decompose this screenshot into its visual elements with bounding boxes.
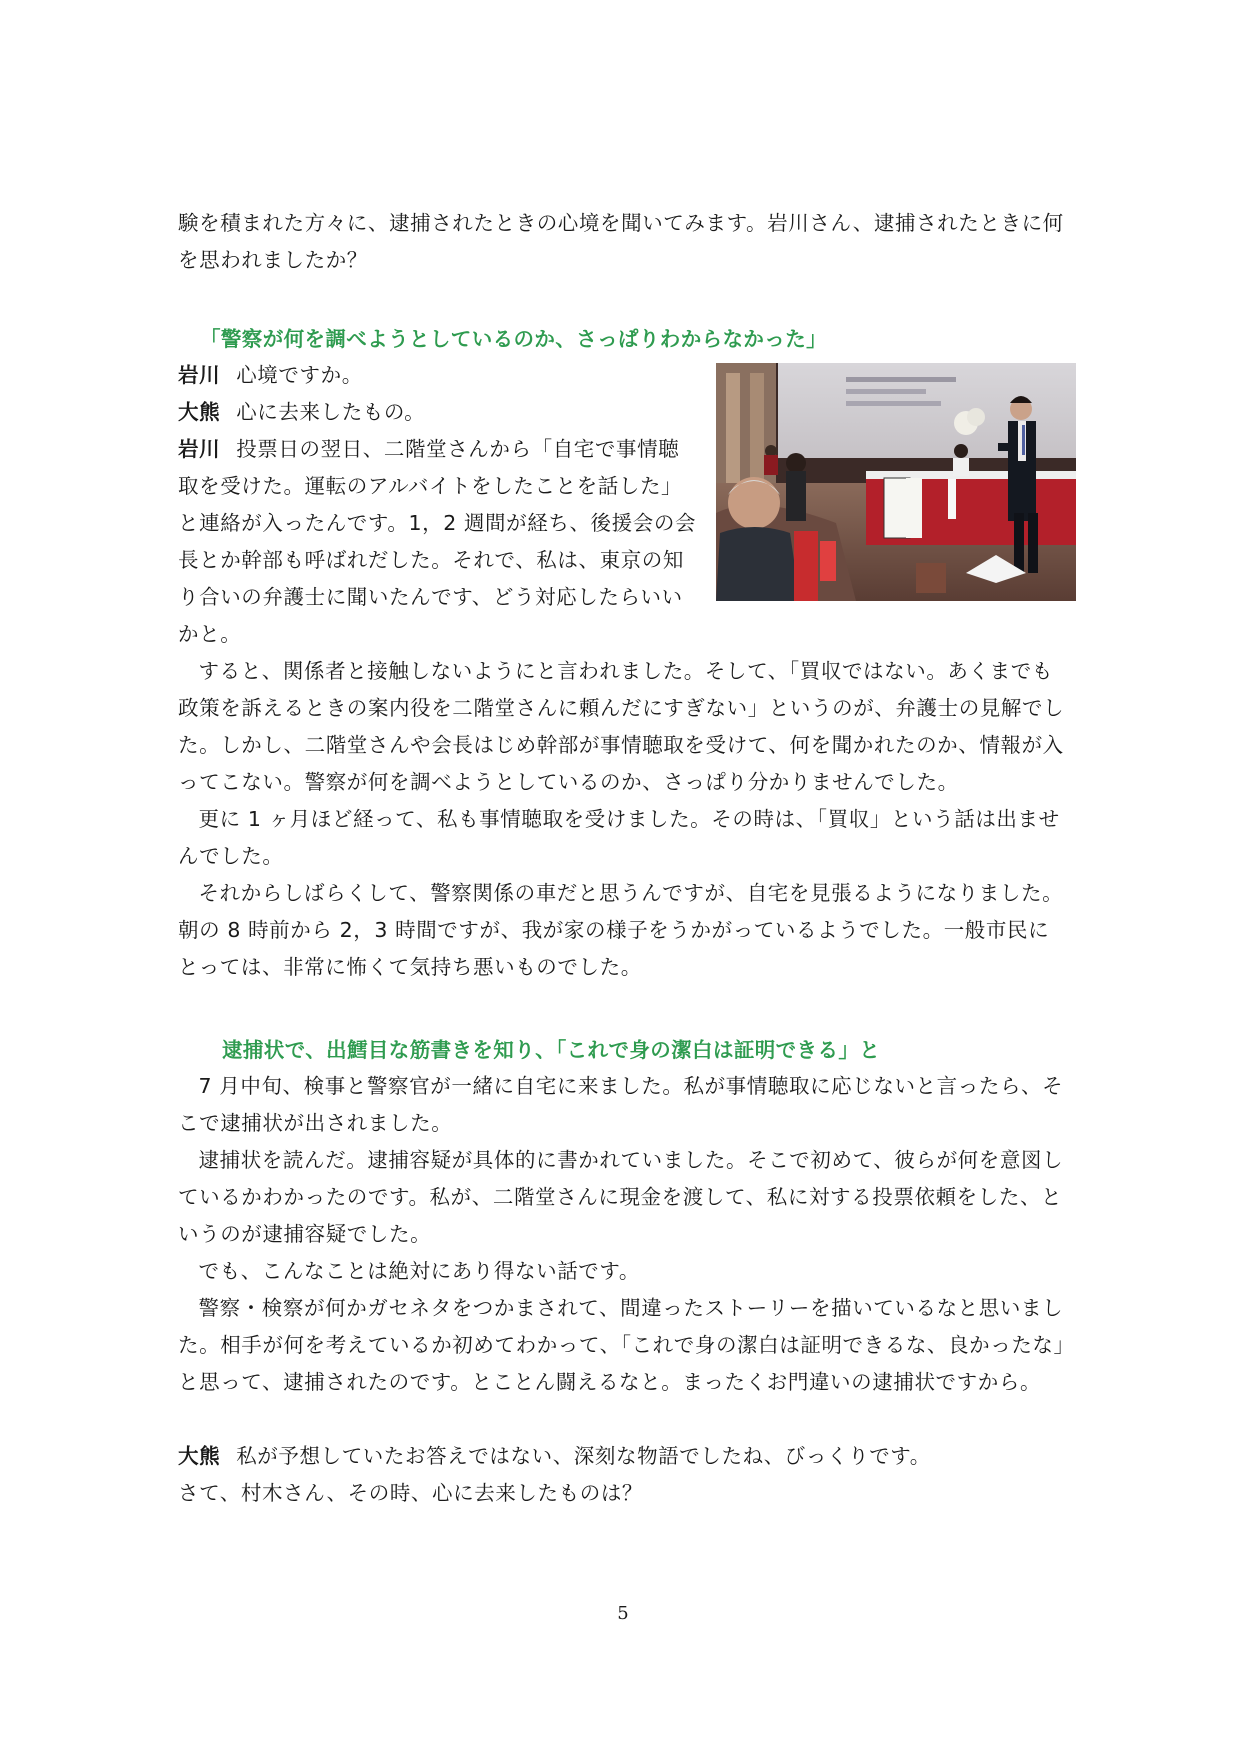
intro-paragraph: 験を積まれた方々に、逮捕されたときの心境を聞いてみます。岩川さん、逮捕されたときに何を思われましたか？	[178, 211, 1064, 272]
speaker-name: 岩川	[178, 363, 221, 387]
body-paragraph: 逮捕状を読んだ。逮捕容疑が具体的に書かれていました。そこで初めて、彼らが何を意図しているかわかったのです。私が、二階堂さんに現金を渡して、私に対する投票依頼をした、というのが逮捕容疑でした。	[178, 1148, 1064, 1246]
body-paragraph: すると、関係者と接触しないようにと言われました。そして、「買収ではない。あくまでも政策を訴えるときの案内役を二階堂さんに頼んだにすぎない」というのが、弁護士の見解でした。しかし、二階堂さんや会長はじめ幹部が事情聴取を受けて、何を聞かれたのか、情報が入ってこない。警察が何を調べようとしているのか、さっぱり分かりませんでした。	[178, 659, 1065, 794]
dialogue-text: 心境ですか。	[236, 363, 363, 387]
body-paragraph: でも、こんなことは絶対にあり得ない話です。	[198, 1259, 640, 1283]
dialogue-line-2	[178, 394, 698, 431]
event-photo	[716, 363, 1076, 601]
dialogue-text: 投票日の翌日、二階堂さんから「自宅で事情聴取を受けた。運転のアルバイトをしたことを話した」と連絡が入ったんです。1，2 週間が経ち、後援会の会長とか幹部も呼ばれだした。それで、私は、東京の知り合いの弁護士に聞いたんです、どう対応したらいいかと。	[178, 437, 697, 646]
dialogue-text: 私が予想していたお答えではない、深刻な物語でしたね、びっくりです。	[236, 1444, 931, 1468]
document-page	[178, 0, 1068, 1754]
section-heading-2: 逮捕状で、出鱈目な筋書きを知り、「これで身の潔白は証明できる」と	[222, 1038, 881, 1062]
dialogue-line-3	[178, 431, 698, 653]
event-photo-image	[716, 363, 1076, 601]
speaker-name: 大熊	[178, 1444, 221, 1468]
speaker-name: 岩川	[178, 437, 221, 461]
speaker-name: 大熊	[178, 400, 221, 424]
final-question: さて、村木さん、その時、心に去来したものは？	[178, 1481, 644, 1505]
dialogue-text: 心に去来したもの。	[236, 400, 426, 424]
dialogue-line-1	[178, 357, 698, 394]
section-heading-1: 「警察が何を調べようとしているのか、さっぱりわからなかった」	[200, 327, 827, 351]
body-paragraph: それからしばらくして、警察関係の車だと思うんですが、自宅を見張るようになりました。朝の 8 時前から 2，3 時間ですが、我が家の様子をうかがっているようでした。一般市民にとっては、非常に怖くて気持ち悪いものでした。	[178, 881, 1064, 979]
page-number: 5	[617, 1603, 629, 1624]
body-paragraph: 更に 1 ヶ月ほど経って、私も事情聴取を受けました。その時は、「買収」という話は出ませんでした。	[178, 807, 1060, 868]
closing-dialogue	[178, 1438, 1068, 1475]
body-paragraph: 7 月中旬、検事と警察官が一緒に自宅に来ました。私が事情聴取に応じないと言ったら、そこで逮捕状が出されました。	[178, 1074, 1064, 1135]
body-paragraph: 警察・検察が何かガセネタをつかまされて、間違ったストーリーを描いているなと思いました。相手が何を考えているか初めてわかって、「これで身の潔白は証明できるな、良かったな」と思って、逮捕されたのです。とことん闘えるなと。まったくお門違いの逮捕状ですから。	[178, 1296, 1065, 1394]
